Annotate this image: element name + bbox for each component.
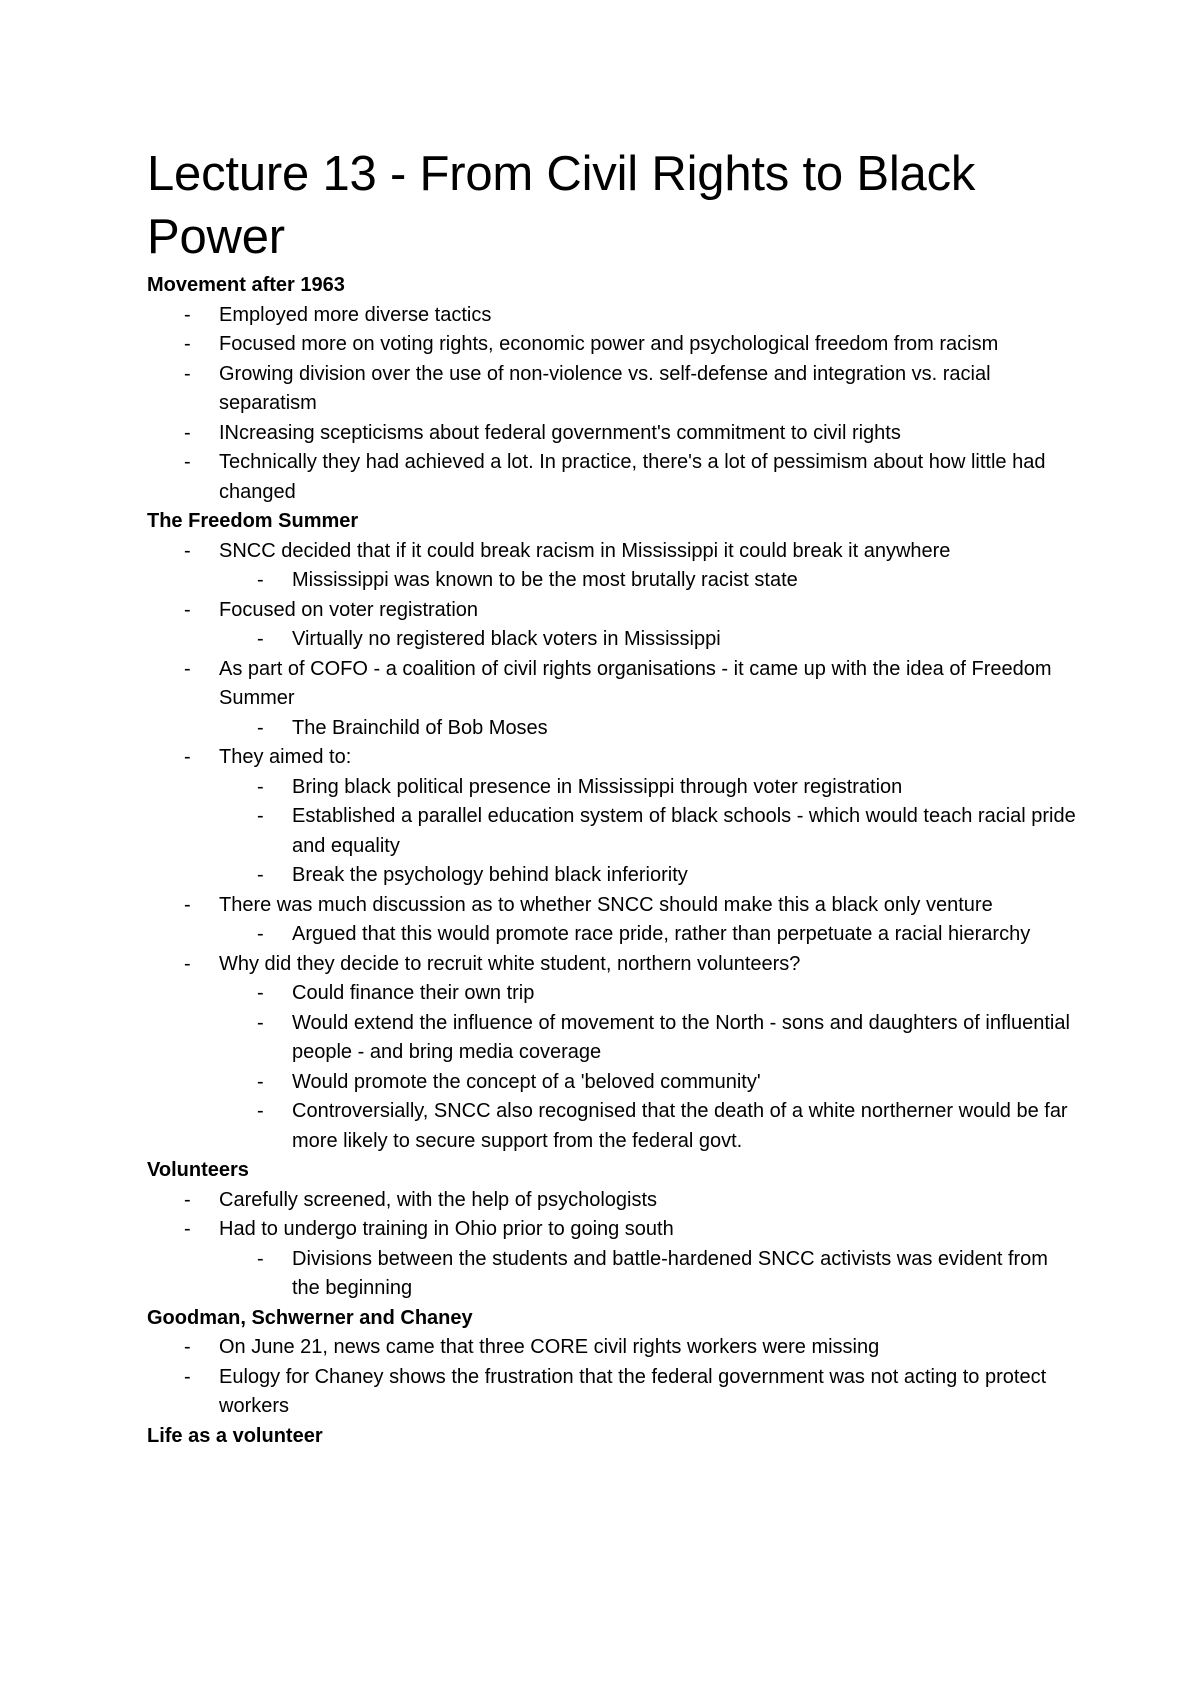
- bullet-dash-icon: -: [257, 1100, 264, 1122]
- bullet-item: [147, 891, 1077, 921]
- bullet-item: [147, 330, 1077, 360]
- bullet-dash-icon: -: [257, 805, 264, 827]
- bullet-text: Argued that this would promote race pride, rather than perpetuate a racial hierarchy: [292, 923, 1031, 945]
- sub-bullet-item: [147, 625, 1077, 655]
- bullet-item: [147, 743, 1077, 773]
- bullet-dash-icon: -: [184, 1365, 191, 1388]
- sub-bullet-item: [147, 1097, 1077, 1156]
- bullet-dash-icon: -: [184, 539, 191, 562]
- bullet-dash-icon: -: [184, 421, 191, 444]
- bullet-item: [147, 1186, 1077, 1216]
- sub-bullet-item: [147, 861, 1077, 891]
- bullet-item: [147, 655, 1077, 714]
- sub-bullet-item: [147, 979, 1077, 1009]
- bullet-dash-icon: -: [257, 1247, 264, 1270]
- bullet-text: Mississippi was known to be the most brutally racist state: [292, 569, 798, 591]
- bullet-list: [147, 1186, 1077, 1304]
- bullet-text: INcreasing scepticisms about federal government's commitment to civil rights: [219, 421, 901, 444]
- bullet-item: [147, 419, 1077, 449]
- bullet-dash-icon: -: [184, 952, 191, 975]
- sub-bullet-item: [147, 714, 1077, 744]
- bullet-item: [147, 950, 1077, 980]
- bullet-dash-icon: -: [184, 746, 191, 768]
- bullet-text: Technically they had achieved a lot. In practice, there's a lot of pessimism about how little had changed: [219, 451, 1046, 503]
- bullet-text: Divisions between the students and battle-hardened SNCC activists was evident from the beginning: [292, 1247, 1048, 1299]
- bullet-dash-icon: -: [257, 1070, 264, 1093]
- section: [147, 1304, 1077, 1422]
- sub-bullet-item: [147, 773, 1077, 803]
- section: [147, 507, 1077, 1156]
- bullet-text: SNCC decided that if it could break racism in Mississippi it could break it anywhere: [219, 539, 951, 562]
- bullet-dash-icon: -: [184, 333, 191, 355]
- bullet-text: Could finance their own trip: [292, 982, 535, 1004]
- bullet-list: [147, 537, 1077, 1157]
- bullet-text: They aimed to:: [219, 746, 352, 768]
- bullet-text: Bring black political presence in Mississippi through voter registration: [292, 775, 903, 798]
- bullet-text: On June 21, news came that three CORE civil rights workers were missing: [219, 1336, 880, 1358]
- section-heading: The Freedom Summer: [147, 510, 359, 532]
- bullet-dash-icon: -: [257, 982, 264, 1004]
- bullet-text: Employed more diverse tactics: [219, 303, 492, 326]
- bullet-dash-icon: -: [184, 1336, 191, 1358]
- sections-container: [147, 271, 1077, 1451]
- bullet-text: Why did they decide to recruit white student, northern volunteers?: [219, 952, 801, 975]
- bullet-dash-icon: -: [184, 303, 191, 326]
- bullet-item: [147, 360, 1077, 419]
- bullet-text: Carefully screened, with the help of psychologists: [219, 1188, 658, 1211]
- bullet-item: [147, 301, 1077, 331]
- bullet-dash-icon: -: [257, 628, 264, 650]
- bullet-dash-icon: -: [184, 362, 191, 385]
- sub-bullet-item: [147, 802, 1077, 861]
- bullet-text: Focused on voter registration: [219, 598, 479, 621]
- section: [147, 1156, 1077, 1304]
- bullet-dash-icon: -: [257, 1011, 264, 1034]
- section-heading: Volunteers: [147, 1159, 249, 1181]
- bullet-text: Break the psychology behind black inferiority: [292, 864, 688, 886]
- sub-bullet-item: [147, 1068, 1077, 1098]
- bullet-dash-icon: -: [257, 569, 264, 591]
- bullet-text: Focused more on voting rights, economic power and psychological freedom from racism: [219, 333, 999, 355]
- bullet-text: Established a parallel education system of black schools - which would teach racial pride and equality: [292, 805, 1076, 857]
- bullet-dash-icon: -: [257, 716, 264, 739]
- sub-bullet-item: [147, 1009, 1077, 1068]
- bullet-item: [147, 537, 1077, 567]
- bullet-dash-icon: -: [184, 598, 191, 621]
- bullet-dash-icon: -: [184, 451, 191, 473]
- section-heading: Movement after 1963: [147, 274, 345, 296]
- bullet-text: Would extend the influence of movement to the North - sons and daughters of influential people - and bring media coverage: [292, 1011, 1070, 1063]
- bullet-dash-icon: -: [184, 893, 191, 916]
- bullet-text: There was much discussion as to whether SNCC should make this a black only venture: [219, 893, 993, 916]
- bullet-item: [147, 1215, 1077, 1245]
- sub-bullet-item: [147, 1245, 1077, 1304]
- bullet-dash-icon: -: [184, 1188, 191, 1211]
- section-heading: Life as a volunteer: [147, 1424, 323, 1447]
- bullet-dash-icon: -: [257, 864, 264, 886]
- section: [147, 271, 1077, 507]
- bullet-dash-icon: -: [184, 1218, 191, 1240]
- bullet-item: [147, 596, 1077, 626]
- sub-bullet-item: [147, 566, 1077, 596]
- bullet-text: Virtually no registered black voters in Mississippi: [292, 628, 721, 650]
- bullet-list: [147, 301, 1077, 508]
- section-heading: Goodman, Schwerner and Chaney: [147, 1306, 473, 1329]
- bullet-dash-icon: -: [257, 775, 264, 798]
- sub-bullet-item: [147, 920, 1077, 950]
- bullet-item: [147, 448, 1077, 507]
- bullet-text: The Brainchild of Bob Moses: [292, 716, 548, 739]
- bullet-text: Controversially, SNCC also recognised that the death of a white northerner would be far more likely to secure support from the federal govt.: [292, 1100, 1068, 1152]
- document-body: [147, 143, 1077, 1451]
- bullet-dash-icon: -: [257, 923, 264, 945]
- bullet-text: Growing division over the use of non-violence vs. self-defense and integration vs. racial separatism: [219, 362, 991, 414]
- section: [147, 1422, 1077, 1452]
- bullet-dash-icon: -: [184, 657, 191, 680]
- page-title: Lecture 13 - From Civil Rights to Black Power: [147, 147, 976, 264]
- bullet-item: [147, 1333, 1077, 1363]
- bullet-item: [147, 1363, 1077, 1422]
- bullet-text: Had to undergo training in Ohio prior to going south: [219, 1218, 674, 1240]
- bullet-text: As part of COFO - a coalition of civil rights organisations - it came up with the idea of Freedom Summer: [219, 657, 1052, 709]
- bullet-text: Eulogy for Chaney shows the frustration that the federal government was not acting to protect workers: [219, 1365, 1047, 1417]
- bullet-text: Would promote the concept of a 'beloved community': [292, 1070, 761, 1093]
- bullet-list: [147, 1333, 1077, 1422]
